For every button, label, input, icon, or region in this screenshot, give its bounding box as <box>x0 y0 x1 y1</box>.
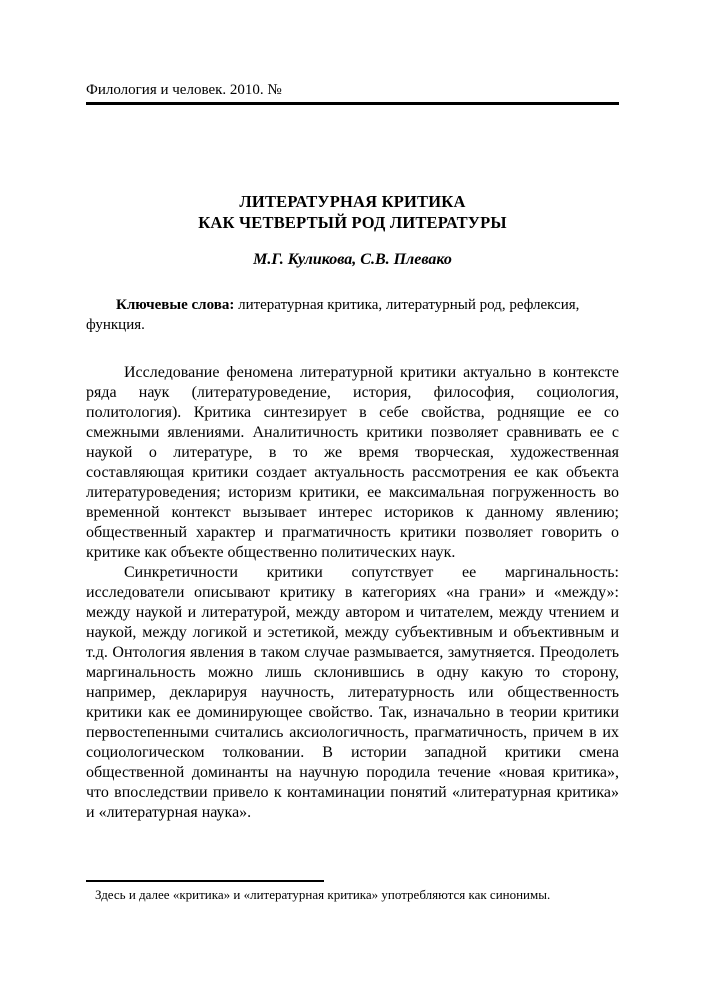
journal-running-header: Филология и человек. 2010. № <box>86 82 282 98</box>
body-paragraph-1: Исследование феномена литературной критики актуально в контексте ряда наук (литературоведение, история, философия, социология, политология). Критика синтезирует в себе свойства, роднящие ее со смежными явлениями. Аналитичность критики позволяет сравнивать ее с наукой о литературе, в то же время творческая, художественная составляющая критики создает актуальность рассмотрения ее как объекта литературоведения; историзм критики, ее максимальная погруженность во временной контекст вызывает интерес историков к данному явлению; общественный характер и прагматичность критики позволяет говорить о критике как объекте общественно политических наук. <box>86 364 619 561</box>
keywords-label: Ключевые слова: <box>116 297 235 313</box>
keywords-text: литературная критика, литературный род, рефлексия, функция. <box>86 297 580 333</box>
page-content <box>86 0 619 823</box>
article-title-line-2: КАК ЧЕТВЕРТЫЙ РОД ЛИТЕРАТУРЫ <box>198 213 507 232</box>
footnote-separator-rule <box>86 880 324 882</box>
body-paragraph-2: Синкретичности критики сопутствует ее маргинальность: исследователи описывают критику в категориях «на грани» и «между»: между наукой и литературой, между автором и читателем, между чтением и наукой, между логикой и эстетикой, между субъективным и объективным и т.д. Онтология явления в таком случае размывается, замутняется. Преодолеть маргинальность можно лишь склонившись в одну какую то сторону, например, декларируя научность, литературность или общественность критики как ее доминирующее свойство. Так, изначально в теории критики первостепенными считались аксиологичность, прагматичность, причем в их социологическом толковании. В истории западной критики смена общественной доминанты на научную породила течение «новая критика», что впоследствии привело к контаминации понятий «литературная критика» и «литературная наука». <box>86 564 619 821</box>
keywords-block <box>86 295 619 335</box>
authors-line: М.Г. Куликова, С.В. Плевако <box>253 251 452 268</box>
article-title <box>86 191 619 233</box>
footnote-text: Здесь и далее «критика» и «литературная критика» употребляются как синонимы. <box>95 887 551 902</box>
article-title-line-1: ЛИТЕРАТУРНАЯ КРИТИКА <box>239 192 466 211</box>
footnote-block <box>86 880 619 903</box>
header-rule <box>86 102 619 105</box>
